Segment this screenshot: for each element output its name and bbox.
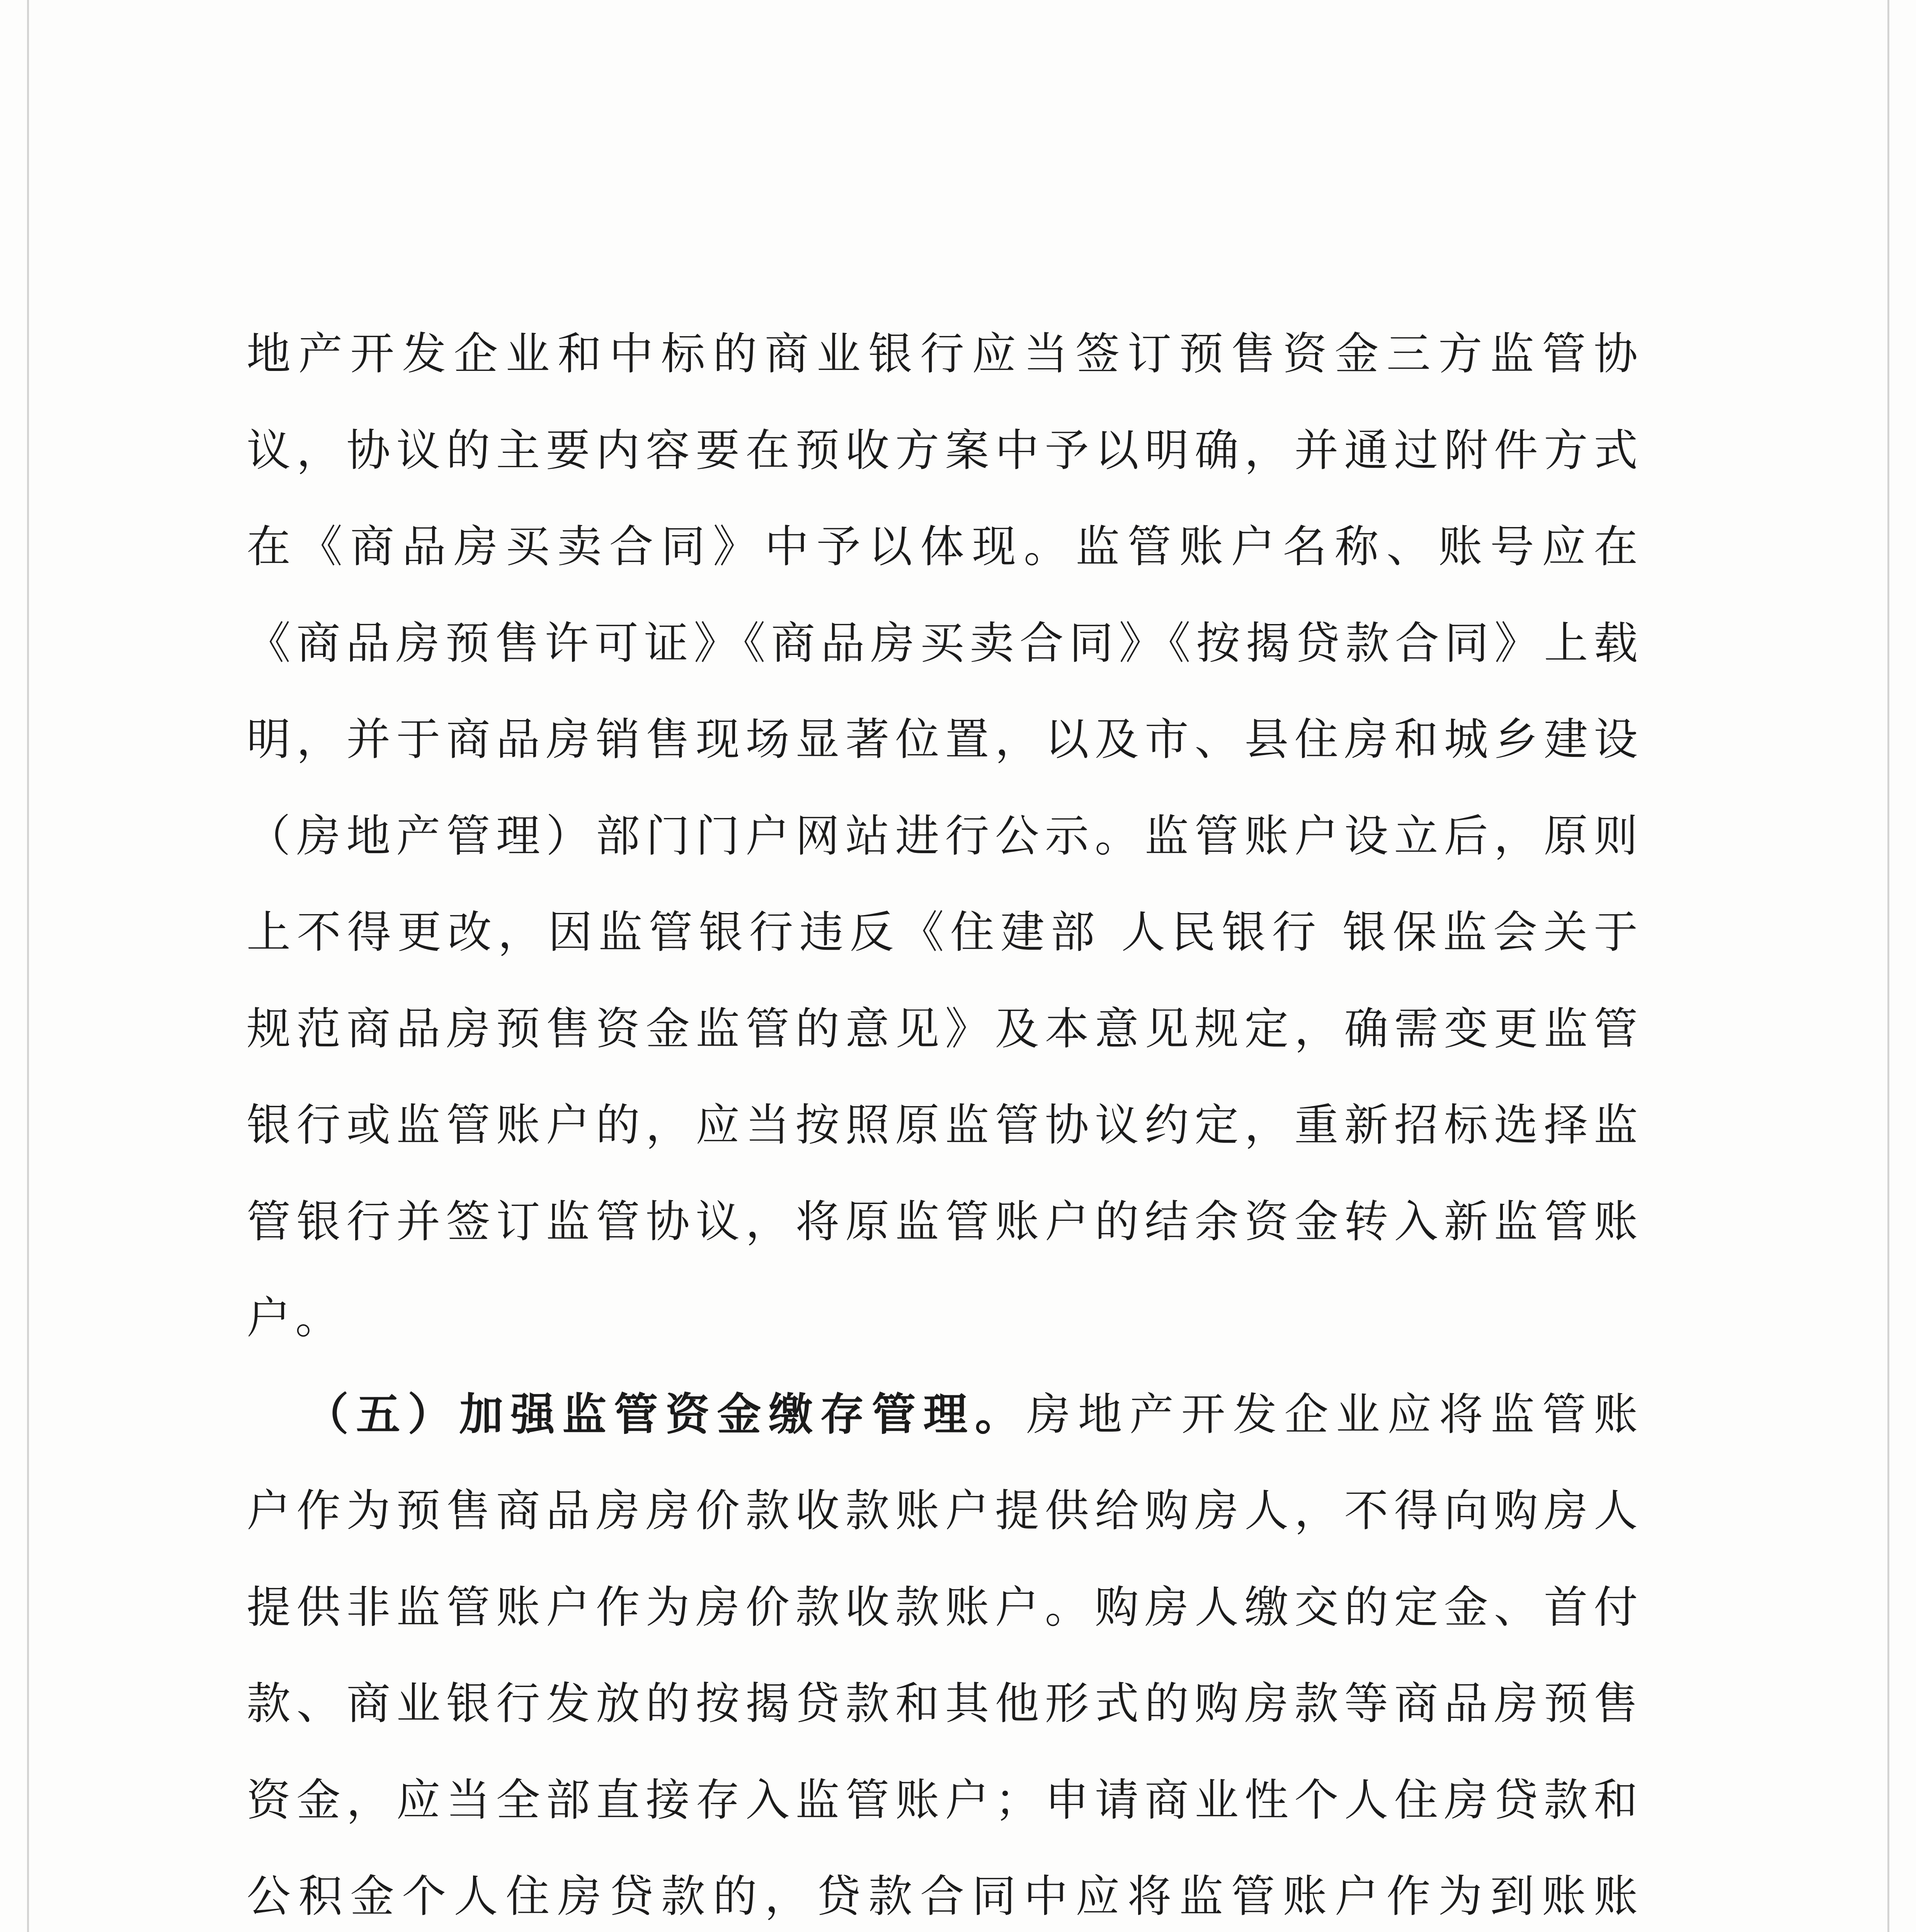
text-line: 提供非监管账户作为房价款收款账户。购房人缴交的定金、首付 [247, 1581, 1642, 1633]
text-line: 户作为预售商品房房价款收款账户提供给购房人，不得向购房人 [247, 1485, 1642, 1536]
text-line: 地产开发企业和中标的商业银行应当签订预售资金三方监管协 [247, 328, 1642, 379]
text-line: 公积金个人住房贷款的，贷款合同中应将监管账户作为到账账 [247, 1871, 1642, 1922]
text-line: 《商品房预售许可证》《商品房买卖合同》《按揭贷款合同》上载 [247, 617, 1642, 669]
text-line: 银行或监管账户的，应当按照原监管协议约定，重新招标选择监 [247, 1099, 1642, 1151]
text-line: 资金，应当全部直接存入监管账户；申请商业性个人住房贷款和 [247, 1774, 1642, 1826]
text-line-paragraph-end: 户。 [247, 1292, 344, 1344]
text-line: 管银行并签订监管协议，将原监管账户的结余资金转入新监管账 [247, 1196, 1642, 1247]
scan-edge-left [27, 0, 29, 1932]
text-line: 明，并于商品房销售现场显著位置，以及市、县住房和城乡建设 [247, 714, 1642, 765]
section-5-first-line [247, 1366, 1642, 1463]
section-heading: （五）加强监管资金缴存管理。 [305, 1388, 1027, 1440]
scan-edge-right [1887, 0, 1889, 1932]
document-body [247, 306, 1642, 1932]
text-line: 上不得更改，因监管银行违反《住建部 人民银行 银保监会关于 [247, 906, 1642, 958]
text-line: （房地产管理）部门门户网站进行公示。监管账户设立后，原则 [247, 810, 1642, 862]
text-line: 议，协议的主要内容要在预收方案中予以明确，并通过附件方式 [247, 424, 1642, 476]
text-line: 款、商业银行发放的按揭贷款和其他形式的购房款等商品房预售 [247, 1678, 1642, 1729]
text-line: 规范商品房预售资金监管的意见》及本意见规定，确需变更监管 [247, 1003, 1642, 1054]
text-line: 在《商品房买卖合同》中予以体现。监管账户名称、账号应在 [247, 521, 1642, 572]
section-text: 房地产开发企业应将监管账 [1026, 1388, 1642, 1440]
